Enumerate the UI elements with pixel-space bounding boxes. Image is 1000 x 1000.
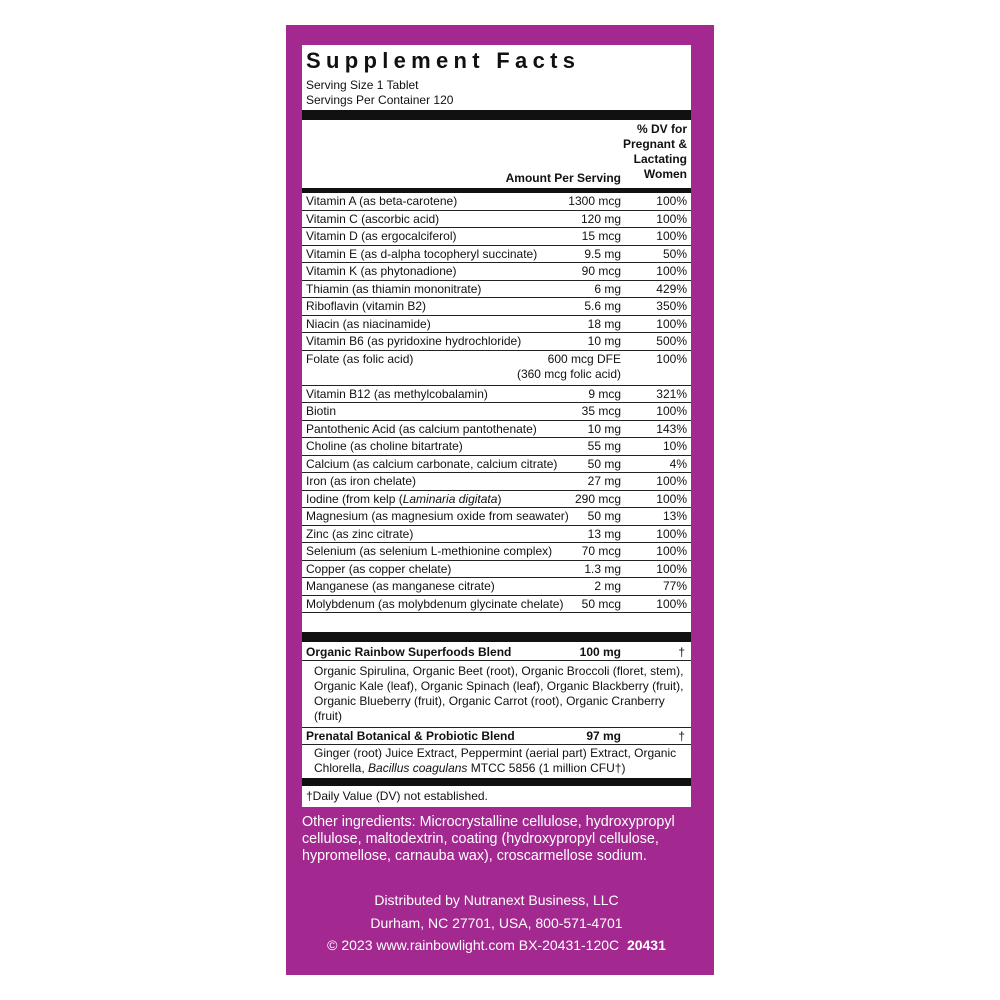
- nutrient-amount: 90 mcg: [581, 264, 621, 278]
- thick-divider: [302, 110, 691, 120]
- nutrient-dv: 100%: [656, 351, 687, 366]
- table-row: [302, 228, 691, 246]
- nutrient-dv: 13%: [662, 509, 687, 523]
- dv-column-header: % DV for Pregnant & Lactating Women: [622, 122, 687, 181]
- blend-divider: [302, 632, 691, 642]
- table-row: [302, 596, 691, 614]
- nutrient-dv: 50%: [662, 246, 687, 261]
- nutrient-dv: 100%: [656, 544, 687, 558]
- nutrient-amount: 1.3 mg: [584, 561, 621, 576]
- nutrient-dv: 4%: [669, 456, 687, 471]
- nutrient-amount: 35 mcg: [581, 404, 621, 418]
- nutrient-name: Choline (as choline bitartrate): [306, 439, 463, 453]
- nutrient-name: Vitamin C (ascorbic acid): [306, 211, 440, 226]
- nutrient-amount: 1300 mcg: [568, 194, 621, 208]
- table-row: [302, 246, 691, 264]
- nutrient-dv: 100%: [656, 561, 687, 576]
- nutrient-amount: 5.6 mg: [584, 299, 621, 313]
- footer-divider: [302, 778, 691, 786]
- amount-column-header: Amount Per Serving: [505, 171, 621, 185]
- nutrient-dv: 321%: [656, 386, 687, 401]
- table-row: [302, 473, 691, 491]
- nutrient-name: Iron (as iron chelate): [306, 474, 417, 488]
- nutrient-amount: 15 mcg: [581, 229, 621, 243]
- nutrient-dv: 100%: [656, 211, 687, 226]
- table-row: [302, 316, 691, 334]
- facts-title: Supplement Facts: [306, 48, 581, 73]
- nutrient-dv: 100%: [656, 491, 687, 506]
- nutrient-dv: 429%: [656, 281, 687, 296]
- prenatal-ingredients: Ginger (root) Juice Extract, Peppermint (aerial part) Extract, Organic Chlorella, Bacillus coagulans MTCC 5856 (1 million CFU†): [314, 746, 677, 775]
- nutrient-dv: 143%: [656, 421, 687, 436]
- nutrient-amount: 600 mcg DFE (360 mcg folic acid): [516, 351, 621, 381]
- nutrient-name: Vitamin E (as d-alpha tocopheryl succinate): [306, 246, 538, 261]
- nutrient-dv: 100%: [656, 194, 687, 208]
- table-row: [302, 543, 691, 561]
- table-row: [302, 281, 691, 299]
- nutrient-name: Magnesium (as magnesium oxide from seawater): [306, 509, 569, 523]
- nutrient-dv: 100%: [656, 229, 687, 243]
- nutrient-amount: 70 mcg: [581, 544, 621, 558]
- nutrient-amount: 10 mg: [587, 421, 621, 436]
- nutrient-dv: 100%: [656, 596, 687, 611]
- table-row: [302, 333, 691, 351]
- nutrient-amount: 290 mcg: [574, 491, 621, 506]
- nutrient-name: Selenium (as selenium L-methionine complex): [306, 544, 553, 558]
- nutrient-amount: 10 mg: [587, 334, 621, 348]
- table-row: [302, 421, 691, 439]
- nutrient-name: Molybdenum (as molybdenum glycinate chelate): [306, 596, 564, 611]
- nutrient-dv: 77%: [662, 579, 687, 593]
- table-row: [302, 491, 691, 509]
- table-row: [302, 211, 691, 229]
- nutrient-name: Vitamin B12 (as methylcobalamin): [306, 386, 488, 401]
- copyright-line: © 2023 www.rainbowlight.com BX-20431-120C 20431: [327, 937, 666, 953]
- nutrient-name: Calcium (as calcium carbonate, calcium citrate): [306, 456, 558, 471]
- table-row: [302, 438, 691, 456]
- nutrient-dv: 100%: [656, 316, 687, 331]
- table-row: [302, 263, 691, 281]
- nutrient-name: Biotin: [306, 404, 337, 418]
- table-row: [302, 508, 691, 526]
- superfoods-ingredients: Organic Spirulina, Organic Beet (root), Organic Broccoli (floret, stem), Organic Kale (leaf), Organic Spinach (leaf), Organic Blackberry (fruit), Organic Blueberry (fruit), Organic Carrot (root), Organic Cranberry (fruit): [314, 664, 684, 723]
- nutrient-name: Vitamin A (as beta-carotene): [306, 194, 458, 208]
- nutrient-amount: 9 mcg: [588, 386, 621, 401]
- nutrient-dv: 100%: [656, 404, 687, 418]
- table-row: [302, 403, 691, 421]
- table-row: [302, 526, 691, 544]
- table-row: [302, 193, 691, 211]
- nutrient-name: Copper (as copper chelate): [306, 561, 452, 576]
- nutrient-name: Niacin (as niacinamide): [306, 316, 431, 331]
- nutrient-dv: 100%: [656, 526, 687, 541]
- nutrient-amount: 120 mg: [580, 211, 621, 226]
- nutrient-name: Manganese (as manganese citrate): [306, 579, 495, 593]
- nutrient-amount: 27 mg: [587, 474, 621, 488]
- table-row: [302, 351, 691, 386]
- nutrient-name: Vitamin D (as ergocalciferol): [306, 229, 457, 243]
- nutrient-dv: 500%: [656, 334, 687, 348]
- distributor-line: Distributed by Nutranext Business, LLC: [374, 892, 619, 908]
- nutrient-dv: 100%: [656, 264, 687, 278]
- nutrient-name: Pantothenic Acid (as calcium pantothenate): [306, 421, 537, 436]
- nutrient-amount: 55 mg: [587, 439, 621, 453]
- table-row: [302, 386, 691, 404]
- nutrient-name: Folate (as folic acid): [306, 351, 414, 366]
- nutrient-amount: 50 mcg: [581, 596, 621, 611]
- nutrient-amount: 18 mg: [587, 316, 621, 331]
- nutrient-dv: 10%: [662, 439, 687, 453]
- table-row: [302, 456, 691, 474]
- table-row: [302, 561, 691, 579]
- servings-per-container: Servings Per Container 120: [306, 93, 454, 107]
- other-ingredients: Other ingredients: Microcrystalline cellulose, hydroxypropyl cellulose, maltodextrin, coating (hydroxypropyl cellulose, hypromellose, carnauba wax), croscarmellose sodium.: [302, 814, 675, 864]
- nutrient-amount: 9.5 mg: [584, 246, 621, 261]
- dv-footnote: †Daily Value (DV) not established.: [306, 789, 488, 803]
- supplement-facts-label: [302, 45, 691, 807]
- nutrient-amount: 6 mg: [594, 281, 621, 296]
- product-code: 20431: [626, 937, 666, 953]
- nutrient-name: Vitamin K (as phytonadione): [306, 264, 457, 278]
- nutrient-amount: 2 mg: [594, 579, 621, 593]
- nutrient-name: Riboflavin (vitamin B2): [306, 299, 427, 313]
- table-row: [302, 578, 691, 596]
- serving-size: Serving Size 1 Tablet: [306, 78, 419, 92]
- nutrient-name: Iodine (from kelp (Laminaria digitata): [306, 491, 502, 506]
- distributor-address: Durham, NC 27701, USA, 800-571-4701: [370, 915, 623, 931]
- nutrient-dv: 350%: [656, 299, 687, 313]
- blend-row-superfoods: Organic Rainbow Superfoods Blend 100 mg †: [302, 644, 691, 661]
- blend-row-prenatal: Prenatal Botanical & Probiotic Blend 97 mg †: [302, 727, 691, 745]
- nutrient-name: Thiamin (as thiamin mononitrate): [306, 281, 482, 296]
- table-row: [302, 298, 691, 316]
- nutrient-dv: 100%: [656, 474, 687, 488]
- nutrient-amount: 13 mg: [587, 526, 621, 541]
- nutrient-name: Vitamin B6 (as pyridoxine hydrochloride): [306, 334, 522, 348]
- nutrient-name: Zinc (as zinc citrate): [306, 526, 414, 541]
- nutrient-amount: 50 mg: [587, 509, 621, 523]
- nutrient-amount: 50 mg: [587, 456, 621, 471]
